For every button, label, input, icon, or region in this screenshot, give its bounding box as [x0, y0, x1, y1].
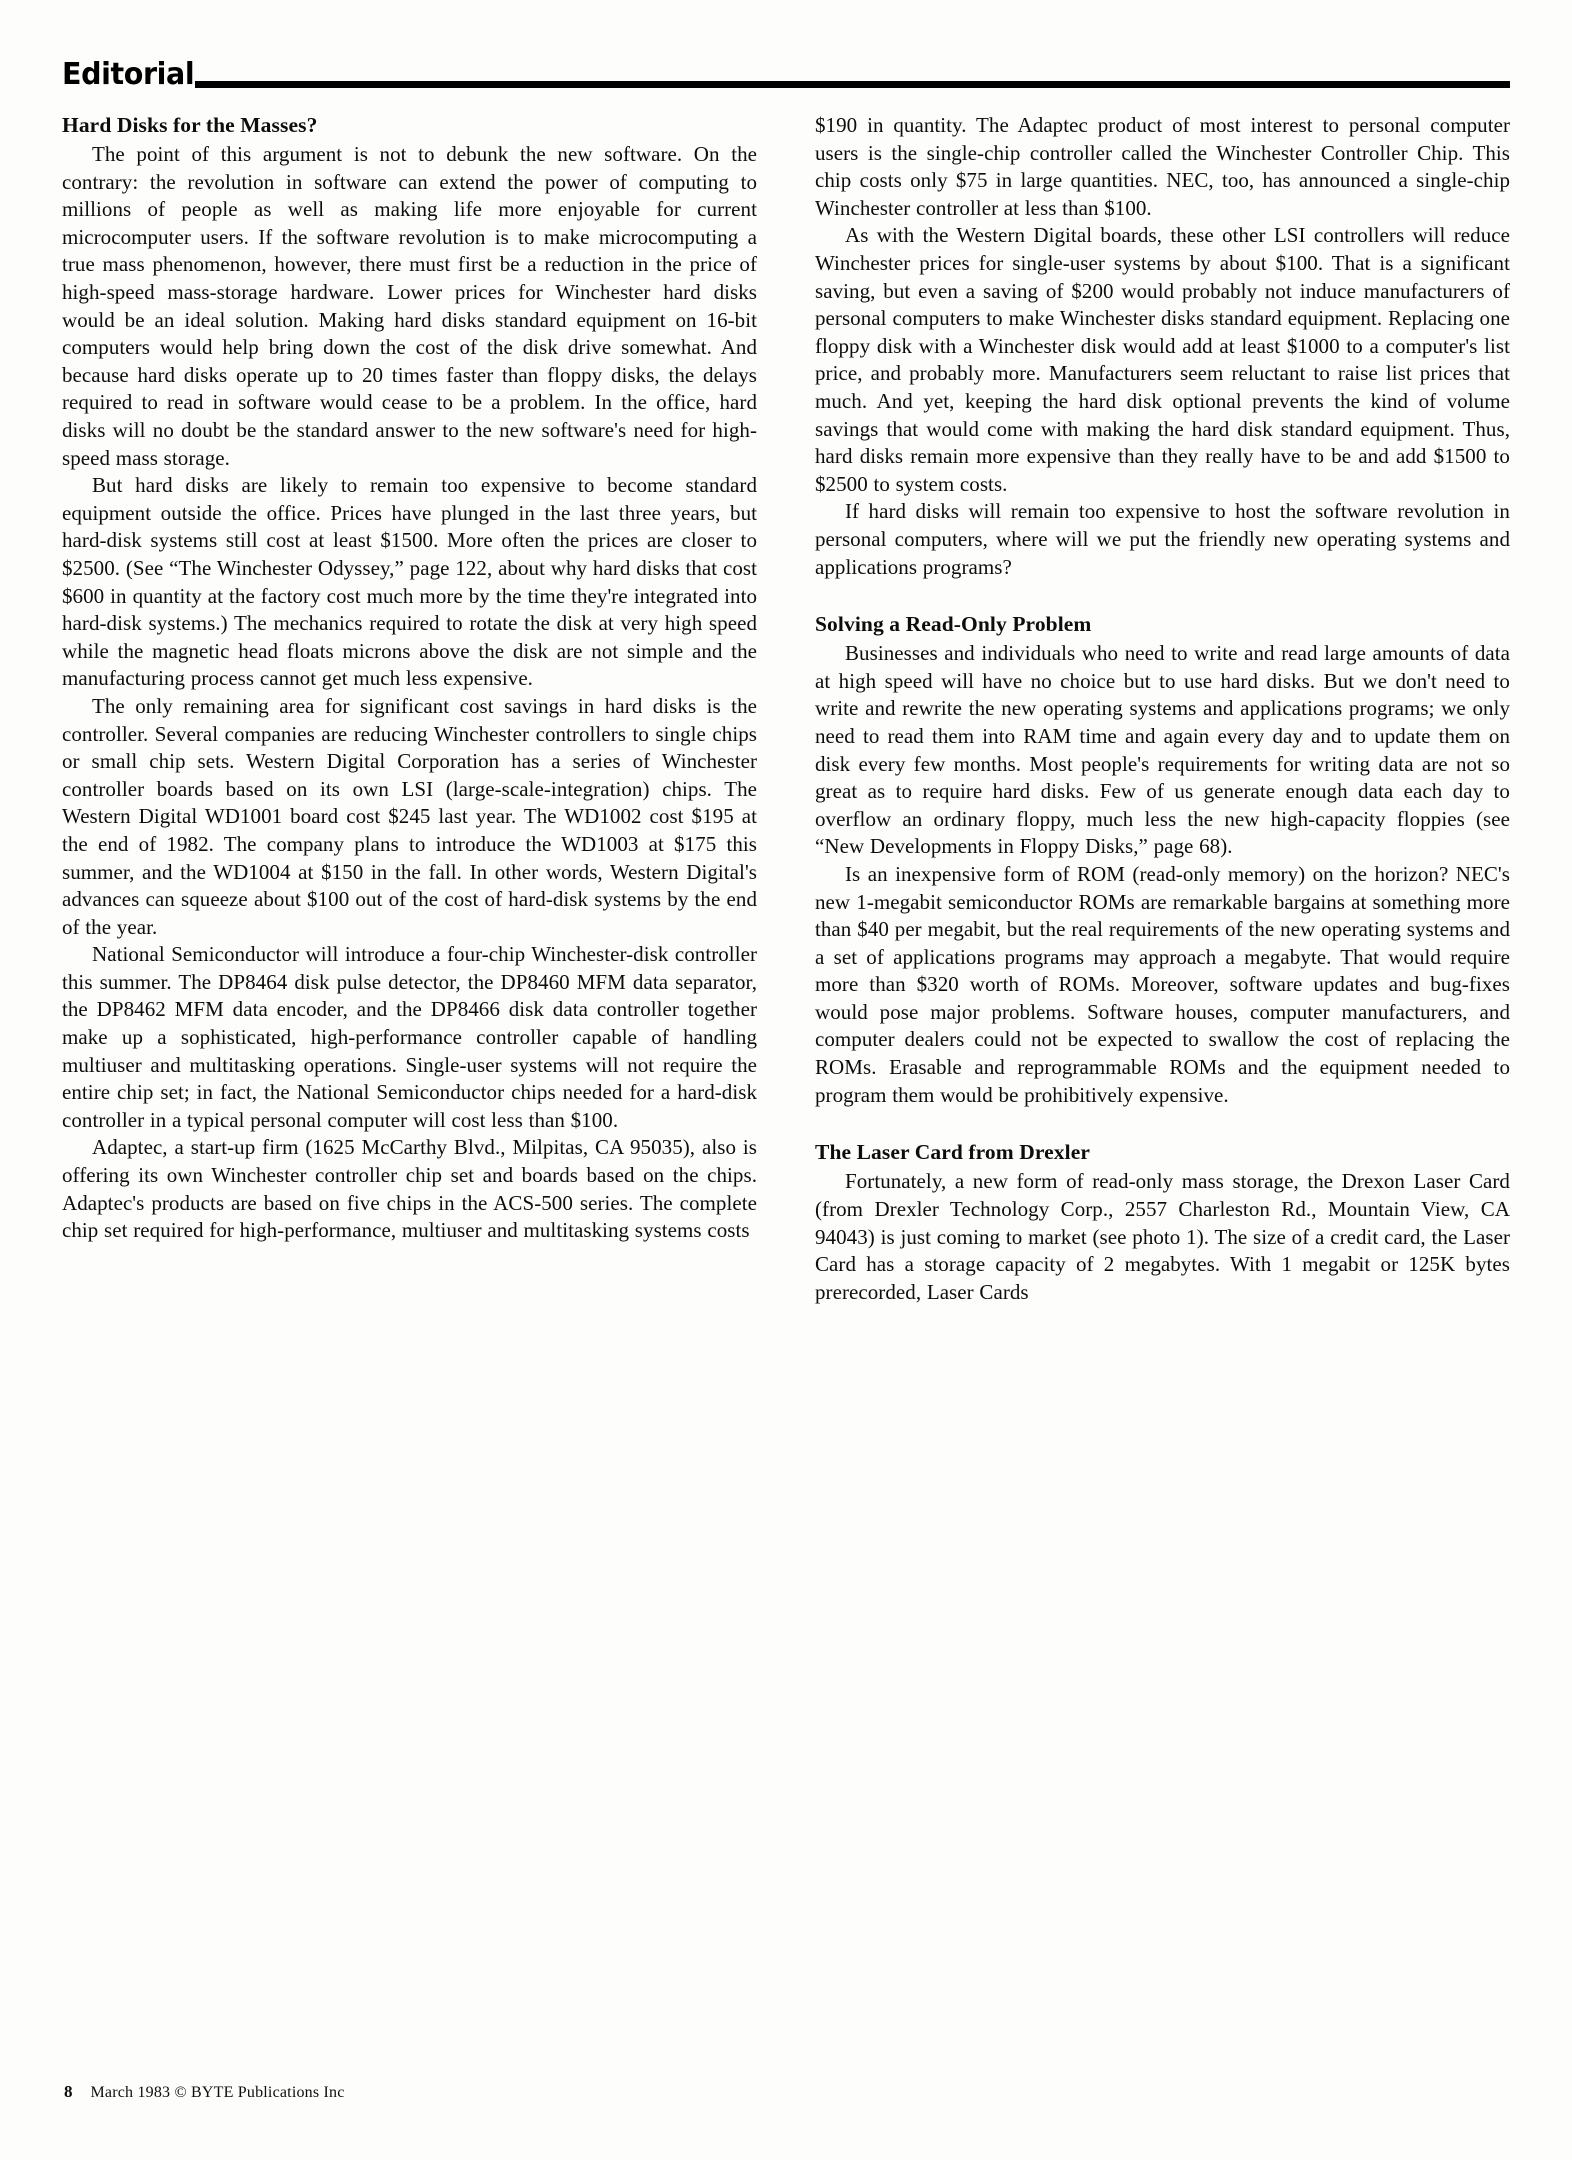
paragraph: Adaptec, a start-up firm (1625 McCarthy Blvd., Milpitas, CA 95035), also is offering its own Winchester controller chip set and boards based on the chips. Adaptec's products are based on five chips in the ACS-500 series. The complete chip set required for high-performance, multiuser and multitasking systems costs: [62, 1135, 757, 1243]
heading-solving-a-read-only-problem: Solving a Read-Only Problem: [815, 612, 1092, 637]
column-left: [62, 112, 757, 1306]
paragraph: The only remaining area for significant cost savings in hard disks is the controller. Several companies are reducing Winchester controllers to single chips or small chip sets. Western Digital Corporation has a series of Winchester controller boards based on its own LSI (large-scale-integration) chips. The Western Digital WD1001 board cost $245 last year. The WD1002 cost $195 at the end of 1982. The company plans to introduce the WD1003 at $175 this summer, and the WD1004 at $150 in the fall. In other words, Western Digital's advances can squeeze about $100 out of the cost of hard-disk systems by the end of the year.: [62, 693, 757, 939]
paragraph: Fortunately, a new form of read-only mass storage, the Drexon Laser Card (from Drexler Technology Corp., 2557 Charleston Rd., Mountain View, CA 94043) is just coming to market (see photo 1). The size of a credit card, the Laser Card has a storage capacity of 2 megabytes. With 1 megabit or 125K bytes prerecorded, Laser Cards: [815, 1169, 1510, 1304]
paragraph: Is an inexpensive form of ROM (read-only memory) on the horizon? NEC's new 1-megabit semiconductor ROMs are remarkable bargains at something more than $40 per megabit, but the real requirements of the new operating systems and a set of applications programs may approach a megabyte. That would require more than $320 worth of ROMs. Moreover, software updates and bug-fixes would pose major problems. Software houses, computer manufacturers, and computer dealers could not be expected to swallow the cost of replacing the ROMs. Erasable and reprogrammable ROMs and the equipment needed to program them would be prohibitively expensive.: [815, 861, 1510, 1107]
page-footer: [64, 2082, 345, 2102]
column-right: [815, 112, 1510, 1306]
page-number: 8: [64, 2082, 73, 2101]
paragraph: National Semiconductor will introduce a four-chip Winchester-disk controller this summer. The DP8464 disk pulse detector, the DP8460 MFM data separator, the DP8462 MFM data encoder, and the DP8466 disk data controller together make up a sophisticated, high-performance controller capable of handling multiuser and multitasking operations. Single-user systems will not require the entire chip set; in fact, the National Semiconductor chips needed for a hard-disk controller in a typical personal computer will cost less than $100.: [62, 942, 757, 1132]
heading-the-laser-card-from-drexler: The Laser Card from Drexler: [815, 1140, 1090, 1165]
article-columns: [62, 112, 1510, 1306]
masthead-rule: [195, 81, 1510, 88]
paragraph: As with the Western Digital boards, these other LSI controllers will reduce Winchester prices for single-user systems by about $100. That is a significant saving, but even a saving of $200 would probably not induce manufacturers of personal computers to make Winchester disks standard equipment. Replacing one floppy disk with a Winchester disk would add at least $1000 to a computer's list price, and probably more. Manufacturers seem reluctant to raise list prices that much. And yet, keeping the hard disk optional prevents the kind of volume savings that would come with making the hard disk standard equipment. Thus, hard disks remain more expensive than they really have to be and add $1500 to $2500 to system costs.: [815, 223, 1510, 496]
paragraph: Businesses and individuals who need to write and read large amounts of data at high speed will have no choice but to use hard disks. But we don't need to write and rewrite the new operating systems and applications programs; we only need to read them into RAM time and again every day and to update them on disk every few months. Most people's requirements for writing data are not so great as to require hard disks. Few of us generate enough data each day to overflow an ordinary floppy, much less the new high-capacity floppies (see “New Developments in Floppy Disks,” page 68).: [815, 641, 1510, 859]
paragraph: If hard disks will remain too expensive to host the software revolution in personal computers, where will we put the friendly new operating systems and applications programs?: [815, 499, 1510, 579]
heading-hard-disks-for-the-masses: Hard Disks for the Masses?: [62, 113, 318, 137]
footer-imprint: March 1983 © BYTE Publications Inc: [90, 2084, 345, 2101]
masthead: [62, 44, 1510, 92]
paragraph: But hard disks are likely to remain too expensive to become standard equipment outside the office. Prices have plunged in the last three years, but hard-disk systems still cost at least $1500. More often the prices are closer to $2500. (See “The Winchester Odyssey,” page 122, about why hard disks that cost $600 in quantity at the factory cost much more by the time they're integrated into hard-disk systems.) The mechanics required to rotate the disk at very high speed while the magnetic head floats microns above the disk are not simple and the manufacturing process cannot get much less expensive.: [62, 473, 757, 691]
masthead-title: Editorial: [62, 57, 195, 92]
paragraph: $190 in quantity. The Adaptec product of most interest to personal computer users is the single-chip controller called the Winchester Controller Chip. This chip costs only $75 in large quantities. NEC, too, has announced a single-chip Winchester controller at less than $100.: [815, 113, 1510, 220]
paragraph: The point of this argument is not to debunk the new software. On the contrary: the revolution in software can extend the power of computing to millions of people as well as making life more enjoyable for current microcomputer users. If the software revolution is to make microcomputing a true mass phenomenon, however, there must first be a reduction in the price of high-speed mass-storage hardware. Lower prices for Winchester hard disks would be an ideal solution. Making hard disks standard equipment on 16-bit computers would help bring down the cost of the disk drive somewhat. And because hard disks operate up to 20 times faster than floppy disks, the delays required to read in software would cease to be a problem. In the office, hard disks will no doubt be the standard answer to the new software's need for high-speed mass storage.: [62, 142, 757, 470]
